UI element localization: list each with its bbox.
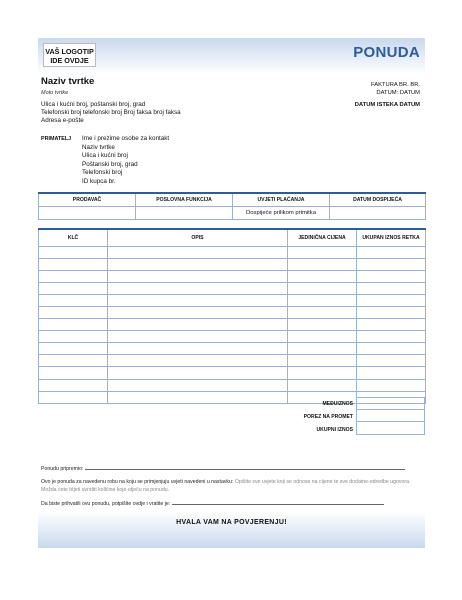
- description-cell[interactable]: [108, 246, 288, 258]
- item-code-cell[interactable]: [39, 306, 108, 318]
- accept-line[interactable]: [41, 499, 384, 508]
- terms-paragraph[interactable]: [41, 478, 425, 494]
- table-row: [39, 355, 426, 367]
- description-cell[interactable]: [108, 270, 288, 282]
- description-cell[interactable]: [108, 306, 288, 318]
- header-payment-terms: UVJETI PLAĆANJA: [233, 193, 330, 206]
- job-title-cell[interactable]: [136, 206, 233, 219]
- table-row: [39, 258, 426, 270]
- unit-price-cell[interactable]: [288, 282, 357, 294]
- item-code-cell[interactable]: [39, 379, 108, 391]
- unit-price-cell[interactable]: [288, 367, 357, 379]
- email-line: Adresa e-pošte: [41, 117, 84, 125]
- description-cell[interactable]: [108, 391, 288, 403]
- unit-price-cell[interactable]: [288, 246, 357, 258]
- description-cell[interactable]: [108, 282, 288, 294]
- invoice-number[interactable]: FAKTURA BR. BR.: [371, 82, 420, 88]
- logo-line-1: VAŠ LOGOTIP: [45, 47, 94, 56]
- table-row: [39, 306, 426, 318]
- table-row: [39, 270, 426, 282]
- table-row: [39, 331, 426, 343]
- company-motto[interactable]: Moto tvrtke: [41, 90, 69, 96]
- recipient-company: Naziv tvrtke: [82, 143, 115, 151]
- subtotal-label: MEĐUIZNOS: [322, 401, 353, 407]
- accept-label: Da biste prihvatili ovu ponudu, potpišite ovdje i vratite je:: [41, 501, 171, 507]
- item-code-cell[interactable]: [39, 355, 108, 367]
- recipient-street: Ulica i kućni broj: [82, 152, 128, 160]
- line-total-cell[interactable]: [357, 319, 426, 331]
- recipient-phone: Telefonski broj: [82, 169, 123, 177]
- total-label: UKUPNI IZNOS: [316, 427, 353, 433]
- recipient-block[interactable]: [82, 135, 169, 187]
- signature-underline: [172, 499, 384, 505]
- item-code-cell[interactable]: [39, 246, 108, 258]
- unit-price-cell[interactable]: [288, 258, 357, 270]
- address-line: Ulica i kućni broj, poštanski broj, grad: [41, 101, 146, 108]
- due-date-cell[interactable]: [330, 206, 426, 219]
- line-total-cell[interactable]: [357, 343, 426, 355]
- subtotal-field[interactable]: [356, 397, 425, 410]
- footer-band: [38, 512, 425, 548]
- header-seller: PRODAVAČ: [39, 193, 136, 206]
- description-cell[interactable]: [108, 343, 288, 355]
- quote-page: [38, 38, 425, 548]
- line-total-cell[interactable]: [357, 355, 426, 367]
- item-code-cell[interactable]: [39, 331, 108, 343]
- unit-price-cell[interactable]: [288, 331, 357, 343]
- expiry-date[interactable]: DATUM ISTEKA DATUM: [354, 102, 420, 108]
- seller-cell[interactable]: [39, 206, 136, 219]
- payment-terms-cell[interactable]: Dospijeće prilikom primitka: [233, 206, 330, 219]
- unit-price-cell[interactable]: [288, 355, 357, 367]
- table-row: [39, 246, 426, 258]
- item-code-cell[interactable]: [39, 282, 108, 294]
- info-table: [38, 192, 426, 220]
- unit-price-cell[interactable]: [288, 294, 357, 306]
- line-total-cell[interactable]: [357, 246, 426, 258]
- table-row: [39, 367, 426, 379]
- recipient-customer-id: ID kupca br.: [82, 177, 116, 185]
- item-code-cell[interactable]: [39, 258, 108, 270]
- header-line-total: UKUPAN IZNOS RETKA: [357, 229, 426, 246]
- item-code-cell[interactable]: [39, 367, 108, 379]
- description-cell[interactable]: [108, 331, 288, 343]
- line-total-cell[interactable]: [357, 331, 426, 343]
- prepared-by-label: Ponudu pripremio:: [41, 466, 84, 472]
- description-cell[interactable]: [108, 367, 288, 379]
- description-cell[interactable]: [108, 258, 288, 270]
- description-cell[interactable]: [108, 294, 288, 306]
- item-code-cell[interactable]: [39, 343, 108, 355]
- prepared-by-line[interactable]: [41, 464, 405, 473]
- recipient-label: PRIMATELJ: [41, 136, 72, 142]
- company-address-block[interactable]: [41, 101, 181, 126]
- line-total-cell[interactable]: [357, 367, 426, 379]
- header-due-date: DATUM DOSPIJEĆA: [330, 193, 426, 206]
- company-name[interactable]: Naziv tvrtke: [41, 76, 95, 87]
- table-row: [39, 294, 426, 306]
- item-code-cell[interactable]: [39, 270, 108, 282]
- unit-price-cell[interactable]: [288, 306, 357, 318]
- line-total-cell[interactable]: [357, 270, 426, 282]
- recipient-city: Poštanski broj, grad: [82, 160, 138, 168]
- line-total-cell[interactable]: [357, 282, 426, 294]
- table-row: [39, 379, 426, 391]
- description-cell[interactable]: [108, 355, 288, 367]
- unit-price-cell[interactable]: [288, 343, 357, 355]
- header-unit-price: JEDINIČNA CIJENA: [288, 229, 357, 246]
- phone-fax-line: Telefonski broj telefonski broj Broj faksa broj faksa: [41, 109, 181, 117]
- quote-date[interactable]: DATUM: DATUM: [376, 90, 420, 96]
- tax-label: POREZ NA PROMET: [303, 414, 353, 420]
- items-table: [38, 228, 426, 404]
- line-total-cell[interactable]: [357, 258, 426, 270]
- header-job-title: POSLOVNA FUNKCIJA: [136, 193, 233, 206]
- header-item-code: KLČ: [39, 229, 108, 246]
- unit-price-cell[interactable]: [288, 379, 357, 391]
- item-code-cell[interactable]: [39, 391, 108, 403]
- thank-you-message: HVALA VAM NA POVJERENJU!: [176, 519, 287, 526]
- logo-line-2: IDE OVDJE: [50, 56, 89, 65]
- tax-field[interactable]: [356, 410, 425, 423]
- recipient-contact: Ime i prezime osobe za kontakt: [82, 135, 170, 142]
- table-row: [39, 343, 426, 355]
- unit-price-cell[interactable]: [288, 270, 357, 282]
- item-code-cell[interactable]: [39, 319, 108, 331]
- table-row: [39, 319, 426, 331]
- table-row: [39, 282, 426, 294]
- prepared-by-underline: [85, 464, 405, 470]
- line-total-cell[interactable]: [357, 294, 426, 306]
- total-field[interactable]: [356, 422, 425, 435]
- terms-text: Ovo je ponuda za navedenu robu na koju se primjenjuju uvjeti navedeni u nastavku:: [41, 479, 234, 485]
- description-cell[interactable]: [108, 379, 288, 391]
- line-total-cell[interactable]: [357, 306, 426, 318]
- item-rows: [39, 246, 426, 403]
- logo-placeholder[interactable]: [43, 43, 96, 67]
- item-code-cell[interactable]: [39, 294, 108, 306]
- description-cell[interactable]: [108, 319, 288, 331]
- terms-placeholder: Opišite sve uvjete koji se odnose na cijene te sve dodatne-odredbe ugovora. Možda ćete htjeti uvrstiti količine koje utječu na ponudu.: [41, 479, 411, 493]
- unit-price-cell[interactable]: [288, 319, 357, 331]
- document-title: PONUDA: [353, 44, 420, 61]
- line-total-cell[interactable]: [357, 379, 426, 391]
- header-description: OPIS: [108, 229, 288, 246]
